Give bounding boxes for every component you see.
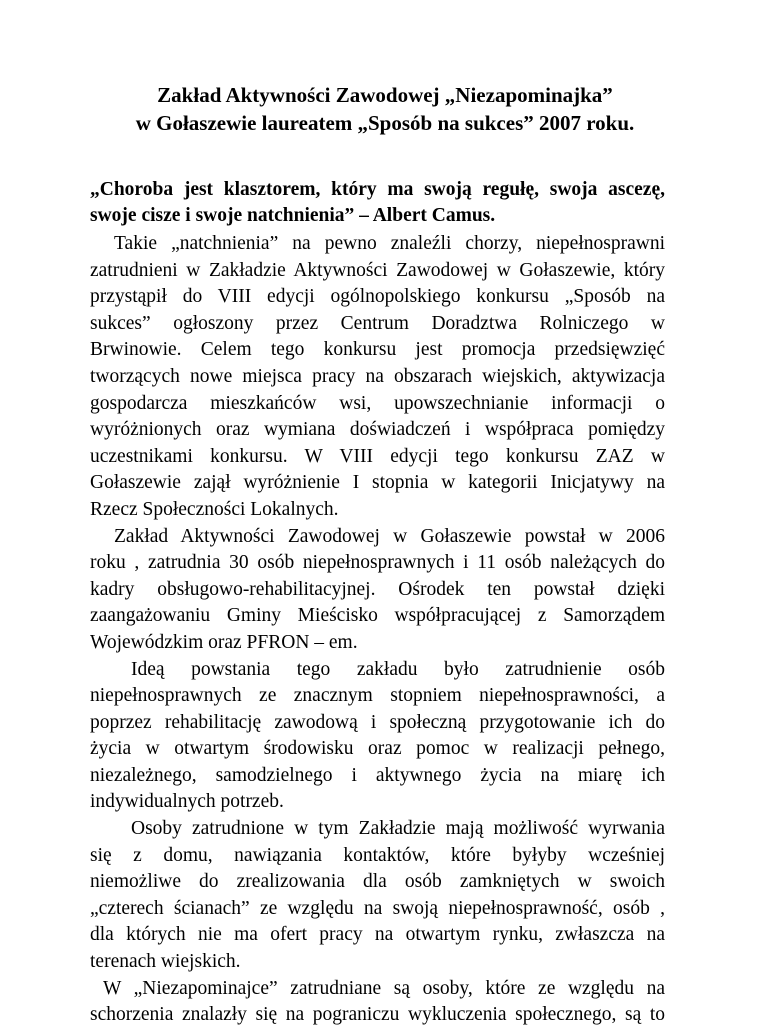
body-line: terenach wiejskich.: [90, 951, 241, 973]
body-line: przystąpił do VIII edycji ogólnopolskiego konkursu „Sposób na: [90, 286, 665, 308]
article-body: [90, 231, 665, 1029]
body-line: niepełnosprawnych ze znacznym stopniem niepełnosprawności, a: [90, 685, 665, 707]
body-line: niezależnego, samodzielnego i aktywnego życia na miarę ich: [90, 764, 665, 786]
body-line: Zakład Aktywności Zawodowej w Gołaszewie powstał w 2006: [114, 525, 665, 547]
body-line: Wojewódzkim oraz PFRON – em.: [90, 631, 358, 653]
body-line: gospodarcza mieszkańców wsi, upowszechnianie informacji o: [90, 392, 665, 414]
body-line: Ideą powstania tego zakładu było zatrudnienie osób: [131, 658, 665, 680]
body-line: zaangażowaniu Gminy Mieścisko współpracującej z Samorządem: [90, 605, 665, 627]
body-line: kadry obsługowo-rehabilitacyjnej. Ośrodek ten powstał dzięki: [90, 578, 665, 600]
body-line: tworzących nowe miejsca pracy na obszarach wiejskich, aktywizacja: [90, 365, 665, 387]
body-line: uczestnikami konkursu. W VIII edycji tego konkursu ZAZ w: [90, 445, 665, 467]
title-line-2: w Gołaszewie laureatem „Sposób na sukces” 2007 roku.: [135, 111, 635, 135]
body-line: Osoby zatrudnione w tym Zakładzie mają możliwość wyrwania: [131, 818, 665, 840]
body-line: W „Niezapominajce” zatrudniane są osoby, które ze względu na: [103, 977, 665, 999]
body-line: Gołaszewie zajął wyróżnienie I stopnia w kategorii Inicjatywy na: [90, 472, 665, 494]
body-line: roku , zatrudnia 30 osób niepełnosprawnych i 11 osób należących do: [90, 552, 665, 574]
body-line: sukces” ogłoszony przez Centrum Doradztwa Rolniczego w: [90, 312, 665, 334]
body-line: Brwinowie. Celem tego konkursu jest promocja przedsięwzięć: [90, 339, 665, 361]
body-line: Takie „natchnienia” na pewno znaleźli chorzy, niepełnosprawni: [114, 233, 665, 254]
document-title: [90, 81, 680, 137]
body-line: dla których nie ma ofert pracy na otwartym rynku, zwłaszcza na: [90, 924, 665, 946]
body-line: schorzenia znalazły się na pograniczu wykluczenia społecznego, są to: [90, 1004, 665, 1026]
body-line: niemożliwe do zrealizowania dla osób zamkniętych w swoich: [90, 871, 665, 893]
body-line: zatrudnieni w Zakładzie Aktywności Zawodowej w Gołaszewie, który: [90, 259, 665, 281]
body-line: „czterech ścianach” ze względu na swoją niepełnosprawność, osób ,: [90, 897, 665, 919]
body-line: życia w otwartym środowisku oraz pomoc w realizacji pełnego,: [90, 738, 665, 760]
body-line: wyróżnionych oraz wymiana doświadczeń i współpraca pomiędzy: [90, 419, 665, 441]
epigraph-quote: „Choroba jest klasztorem, który ma swoją regułę, swoja ascezę, swoje cisze i swoje natchnienia” – Albert Camus.: [90, 179, 665, 226]
title-line-1: Zakład Aktywności Zawodowej „Niezapominajka”: [157, 83, 613, 107]
body-line: indywidualnych potrzeb.: [90, 791, 284, 813]
body-line: Rzecz Społeczności Lokalnych.: [90, 498, 339, 520]
body-line: się z domu, nawiązania kontaktów, które byłyby wcześniej: [90, 844, 665, 866]
body-line: poprzez rehabilitację zawodową i społeczną przygotowanie ich do: [90, 711, 665, 733]
